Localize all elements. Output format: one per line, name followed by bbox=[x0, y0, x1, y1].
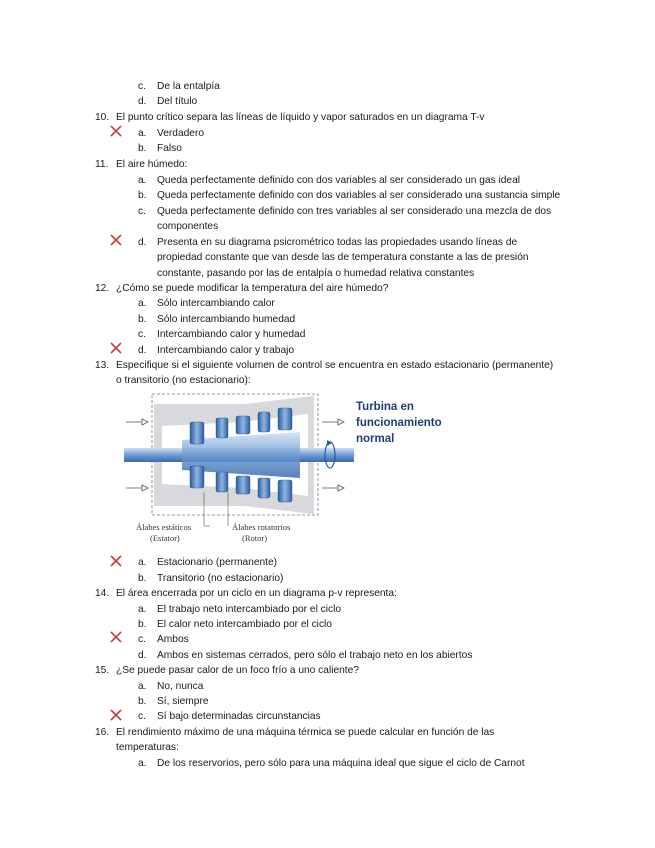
q9-option-c: De la entalpía bbox=[157, 81, 220, 92]
q16-question-cont: temperaturas: bbox=[116, 742, 179, 753]
q12-option-b-letter: b. bbox=[138, 314, 147, 325]
q14-option-d-letter: d. bbox=[138, 650, 147, 661]
q12-question: ¿Cómo se puede modificar la temperatura del aire húmedo? bbox=[116, 283, 389, 294]
q15-option-a-letter: a. bbox=[138, 681, 147, 692]
q16-option-a-letter: a. bbox=[138, 758, 147, 769]
q11-option-c-cont: componentes bbox=[157, 221, 219, 232]
wrong-mark-icon bbox=[109, 554, 123, 568]
q10-option-b-letter: b. bbox=[138, 143, 147, 154]
q15-option-b-letter: b. bbox=[138, 696, 147, 707]
q12-option-d: Intercambiando calor y trabajo bbox=[157, 345, 295, 356]
q10-question: El punto crítico separa las líneas de líquido y vapor saturados en un diagrama T-v bbox=[116, 112, 485, 123]
q16-option-a: De los reservorios, pero sólo para una máquina ideal que sigue el ciclo de Carnot bbox=[157, 758, 525, 769]
q15-option-a: No, nunca bbox=[157, 681, 204, 692]
q15-option-c-letter: c. bbox=[138, 711, 146, 722]
figure-title-line2: funcionamiento bbox=[356, 417, 442, 429]
q13-option-b: Transitorio (no estacionario) bbox=[157, 573, 284, 584]
q13-question-cont: o transitorio (no estacionario): bbox=[116, 375, 251, 386]
q9-option-d: Del título bbox=[157, 96, 198, 107]
q15-number: 15. bbox=[95, 665, 110, 676]
q14-option-c: Ambos bbox=[157, 634, 189, 645]
q10-option-a-letter: a. bbox=[138, 128, 147, 139]
q16-question: El rendimiento máximo de una máquina térmica se puede calcular en función de las bbox=[116, 727, 495, 738]
q10-option-a: Verdadero bbox=[157, 128, 205, 139]
q14-option-c-letter: c. bbox=[138, 634, 146, 645]
label-rotor-sub: (Rotor) bbox=[242, 533, 268, 543]
q10-option-b: Falso bbox=[157, 143, 182, 154]
wrong-mark-icon bbox=[109, 124, 123, 138]
figure-title-line1: Turbina en bbox=[356, 401, 414, 413]
q12-option-a-letter: a. bbox=[138, 298, 147, 309]
wrong-mark-icon bbox=[109, 630, 123, 644]
q12-option-c-letter: c. bbox=[138, 329, 146, 340]
q15-option-c: Sí bajo determinadas circunstancias bbox=[157, 711, 321, 722]
q11-option-d-cont: propiedad constante que van desde las de temperatura constante a las de presión bbox=[157, 252, 529, 263]
q14-question: El área encerrada por un ciclo en un diagrama p-v representa: bbox=[116, 588, 397, 599]
q15-option-b: Sí, siempre bbox=[157, 696, 209, 707]
wrong-mark-icon bbox=[109, 233, 123, 247]
figure-title-line3: normal bbox=[356, 433, 395, 445]
q12-option-b: Sólo intercambiando humedad bbox=[157, 314, 296, 325]
q14-option-b-letter: b. bbox=[138, 619, 147, 630]
turbine-diagram bbox=[124, 388, 464, 553]
q9-option-d-letter: d. bbox=[138, 96, 147, 107]
label-rotor: Álabes rotatorios bbox=[232, 522, 291, 532]
q14-option-a: El trabajo neto intercambiado por el ciclo bbox=[157, 604, 342, 615]
q12-option-a: Sólo intercambiando calor bbox=[157, 298, 275, 309]
q13-option-a-letter: a. bbox=[138, 557, 147, 568]
q13-option-b-letter: b. bbox=[138, 573, 147, 584]
q14-option-b: El calor neto intercambiado por el ciclo bbox=[157, 619, 332, 630]
q11-option-c-letter: c. bbox=[138, 206, 146, 217]
q11-option-a-letter: a. bbox=[138, 175, 147, 186]
q11-option-d-cont2: constante, pasando por las de entalpía o humedad relativa constantes bbox=[157, 268, 475, 279]
q10-number: 10. bbox=[95, 112, 110, 123]
label-stator: Álabes estáticos bbox=[136, 522, 191, 532]
q9-option-c-letter: c. bbox=[138, 81, 146, 92]
q11-option-b: Queda perfectamente definido con dos variables al ser considerado una sustancia simple bbox=[157, 190, 561, 201]
q11-question: El aire húmedo: bbox=[116, 159, 188, 170]
q11-option-c: Queda perfectamente definido con tres variables al ser considerado una mezcla de dos bbox=[157, 206, 552, 217]
q13-option-a: Estacionario (permanente) bbox=[157, 557, 278, 568]
q11-option-b-letter: b. bbox=[138, 190, 147, 201]
q12-number: 12. bbox=[95, 283, 110, 294]
q14-option-d: Ambos en sistemas cerrados, pero sólo el trabajo neto en los abiertos bbox=[157, 650, 473, 661]
q13-question: Especifique si el siguiente volumen de control se encuentra en estado estacionario (permanente) bbox=[116, 360, 554, 371]
q11-option-d: Presenta en su diagrama psicrométrico todas las propiedades usando líneas de bbox=[157, 237, 518, 248]
wrong-mark-icon bbox=[109, 708, 123, 722]
label-stator-sub: (Estator) bbox=[150, 533, 180, 543]
q13-number: 13. bbox=[95, 360, 110, 371]
q16-number: 16. bbox=[95, 727, 110, 738]
turbine-figure bbox=[124, 388, 464, 553]
q12-option-d-letter: d. bbox=[138, 345, 147, 356]
q11-option-d-letter: d. bbox=[138, 237, 147, 248]
q14-option-a-letter: a. bbox=[138, 604, 147, 615]
wrong-mark-icon bbox=[109, 341, 123, 355]
q15-question: ¿Se puede pasar calor de un foco frío a uno caliente? bbox=[116, 665, 359, 676]
q12-option-c: Intercambiando calor y humedad bbox=[157, 329, 306, 340]
q14-number: 14. bbox=[95, 588, 110, 599]
q11-number: 11. bbox=[95, 159, 109, 170]
q11-option-a: Queda perfectamente definido con dos variables al ser considerado un gas ideal bbox=[157, 175, 521, 186]
